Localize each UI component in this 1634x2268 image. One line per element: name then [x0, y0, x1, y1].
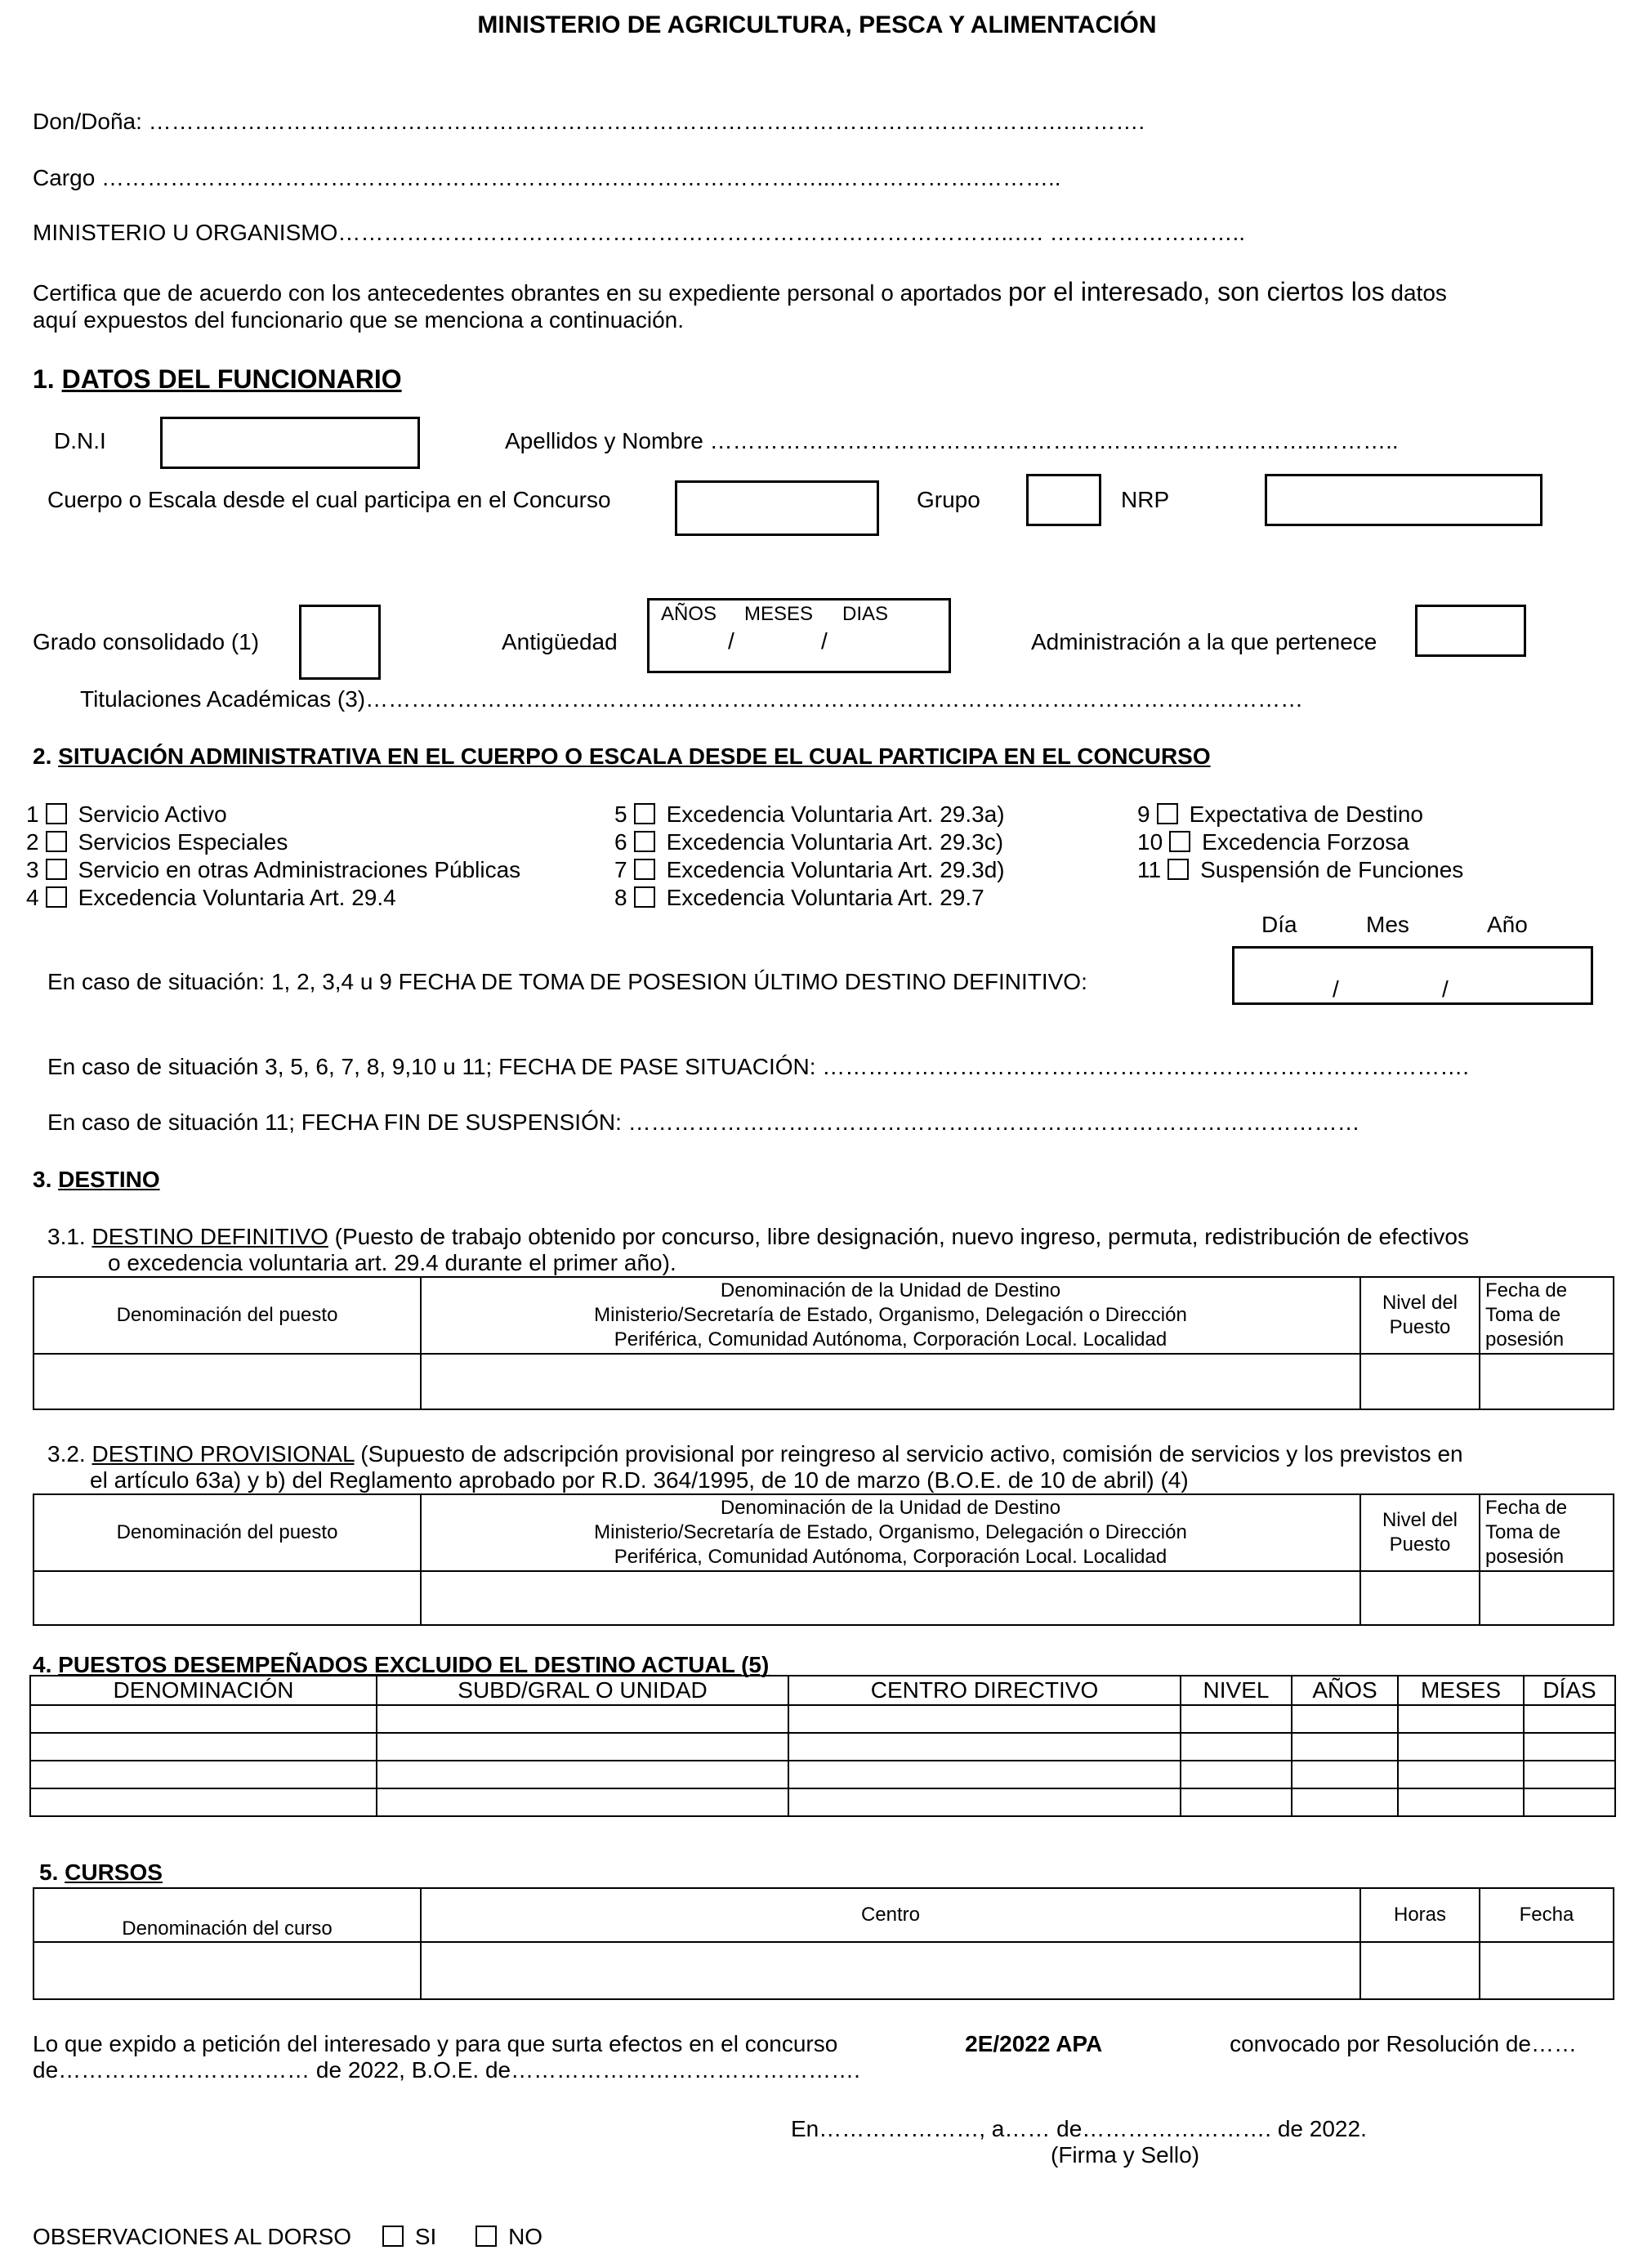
date-slash-1: / [1333, 976, 1339, 1002]
cell[interactable] [30, 1761, 377, 1788]
header-nivel: NIVEL [1181, 1676, 1292, 1705]
antiguedad-field[interactable] [647, 598, 951, 673]
destino-provisional-line2: el artículo 63a) y b) del Reglamento aprobado por R.D. 364/1995, de 10 de marzo (B.O.E. de 10 de abril) (4) [90, 1467, 1189, 1493]
section-5-number: 5. [39, 1859, 59, 1885]
checkbox[interactable] [1167, 859, 1189, 880]
cell[interactable] [33, 1942, 421, 1999]
grupo-field[interactable] [1026, 474, 1101, 526]
cell[interactable] [421, 1942, 1360, 1999]
destino-definitivo-table [33, 1276, 1614, 1410]
cell[interactable] [377, 1733, 788, 1761]
dia-label: Día [1261, 912, 1297, 937]
section-3-number: 3. [33, 1167, 52, 1192]
cell[interactable] [1480, 1942, 1614, 1999]
situacion-item-2[interactable]: 2 Servicios Especiales [26, 829, 288, 855]
header-dias: DÍAS [1524, 1676, 1615, 1705]
destino-provisional-line1 [47, 1441, 1463, 1467]
section-4-number: 4. [33, 1652, 52, 1677]
cargo-label: Cargo [33, 165, 96, 190]
don-line[interactable] [33, 109, 1145, 135]
cell[interactable] [1524, 1705, 1615, 1733]
situacion-item-9[interactable]: 9 Expectativa de Destino [1137, 801, 1423, 827]
cell[interactable] [1398, 1788, 1524, 1816]
header-unidad: Denominación de la Unidad de Destino Ministerio/Secretaría de Estado, Organismo, Delegación o Dirección Periférica, Comunidad Autónoma, Corporación Local. Localidad [421, 1494, 1360, 1571]
header-nivel: Nivel del Puesto [1360, 1277, 1480, 1354]
header-unidad: Denominación de la Unidad de Destino Ministerio/Secretaría de Estado, Organismo, Delegación o Dirección Periférica, Comunidad Autónoma, Corporación Local. Localidad [421, 1277, 1360, 1354]
header-fecha: Fecha de Toma de posesión [1480, 1277, 1614, 1354]
expido-text-b: convocado por Resolución de…… [1230, 2031, 1577, 2056]
header-centro-directivo: CENTRO DIRECTIVO [788, 1676, 1181, 1705]
titulaciones-dots: …………………………………………………………………………………………………………… [365, 686, 1304, 712]
apellidos-dots: ……………………………………………………………………..……….. [709, 428, 1399, 453]
cell[interactable] [377, 1761, 788, 1788]
mes-label: Mes [1366, 912, 1409, 937]
don-dots: ………………………………………………………………………………………………………….………. [148, 109, 1145, 134]
cell[interactable] [788, 1705, 1181, 1733]
nrp-label: NRP [1121, 487, 1170, 512]
table-row[interactable] [30, 1761, 1615, 1788]
destino-definitivo-number: 3.1. [47, 1224, 86, 1249]
cell[interactable] [1398, 1733, 1524, 1761]
cell[interactable] [1360, 1354, 1480, 1409]
cell[interactable] [788, 1733, 1181, 1761]
section-2-number: 2. [33, 743, 52, 769]
cargo-dots: ………………………………………………………….………………………...……………….……….. [101, 165, 1061, 190]
situacion-column-1 [26, 801, 520, 912]
destino-provisional-number: 3.2. [47, 1441, 86, 1467]
toma-posesion-date-field[interactable] [1232, 946, 1593, 1005]
si-label: SI [414, 2224, 437, 2249]
page-title: MINISTERIO DE AGRICULTURA, PESCA Y ALIMENTACIÓN [477, 11, 1157, 38]
situacion-item-3[interactable]: 3 Servicio en otras Administraciones Públicas [26, 857, 521, 882]
observaciones-label: OBSERVACIONES AL DORSO [33, 2224, 352, 2249]
destino-provisional-table [33, 1493, 1614, 1626]
section-4-title: PUESTOS DESEMPEÑADOS EXCLUIDO EL DESTINO ACTUAL (5) [58, 1652, 770, 1677]
grupo-label: Grupo [917, 487, 980, 512]
titulaciones-line[interactable] [80, 686, 1303, 712]
firma-sello-label: (Firma y Sello) [1051, 2142, 1200, 2168]
cuerpo-field[interactable] [675, 480, 879, 536]
header-subd-gral: SUBD/GRAL O UNIDAD [377, 1676, 788, 1705]
situacion-item-10[interactable]: 10 Excedencia Forzosa [1137, 829, 1409, 855]
checkbox[interactable] [1157, 803, 1178, 824]
concurso-code: 2E/2022 APA [965, 2031, 1103, 2056]
destino-definitivo-desc: (Puesto de trabajo obtenido por concurso, libre designación, nuevo ingreso, permuta, redistribución de efectivos [334, 1224, 1470, 1249]
cell[interactable] [1292, 1788, 1398, 1816]
situacion-item-7[interactable]: 7 Excedencia Voluntaria Art. 29.3d) [614, 857, 1005, 882]
situacion-column-3 [1137, 801, 1463, 884]
pase-situacion-dots: …………………………………………………………………………. [822, 1054, 1470, 1079]
situacion-item-5[interactable]: 5 Excedencia Voluntaria Art. 29.3a) [614, 801, 1005, 827]
destino-provisional-desc: (Supuesto de adscripción provisional por reingreso al servicio activo, comisión de servicios y los previstos en [360, 1441, 1463, 1467]
checkbox[interactable] [46, 831, 67, 852]
cell[interactable] [1524, 1733, 1615, 1761]
section-1-heading [33, 364, 402, 395]
header-meses: MESES [1398, 1676, 1524, 1705]
situacion-item-11[interactable]: 11 Suspensión de Funciones [1137, 857, 1464, 882]
header-fecha: Fecha de Toma de posesión [1480, 1494, 1614, 1571]
table-row[interactable] [33, 1942, 1614, 1999]
apellidos-label: Apellidos y Nombre [505, 428, 703, 453]
header-anos: AÑOS [1292, 1676, 1398, 1705]
lugar-fecha-line[interactable]: En…………………, a…… de……………………. de 2022. [791, 2116, 1367, 2141]
situacion-item-6[interactable]: 6 Excedencia Voluntaria Art. 29.3c) [614, 829, 1004, 855]
cell[interactable] [1181, 1733, 1292, 1761]
nrp-field[interactable] [1265, 474, 1542, 526]
antiguedad-slash-2: / [821, 628, 828, 654]
section-3-title: DESTINO [58, 1167, 160, 1192]
cell[interactable] [1181, 1761, 1292, 1788]
checkbox[interactable] [634, 831, 655, 852]
administracion-label: Administración a la que pertenece [1031, 629, 1377, 654]
table-row[interactable] [30, 1705, 1615, 1733]
date-slash-2: / [1442, 976, 1449, 1002]
antiguedad-meses: MESES [744, 603, 814, 625]
destino-provisional-title: DESTINO PROVISIONAL [92, 1441, 355, 1467]
table-row[interactable] [33, 1571, 1614, 1625]
cell[interactable] [1524, 1761, 1615, 1788]
cell[interactable] [33, 1571, 421, 1625]
destino-definitivo-line1 [47, 1224, 1469, 1250]
table-header-row [33, 1277, 1614, 1354]
header-denominacion: DENOMINACIÓN [30, 1676, 377, 1705]
administracion-field[interactable] [1415, 605, 1526, 657]
expido-line1 [33, 2031, 1577, 2057]
table-header-row [33, 1888, 1614, 1942]
dni-field[interactable] [160, 417, 420, 469]
header-puesto: Denominación del puesto [33, 1277, 421, 1354]
section-5-title: CURSOS [65, 1859, 163, 1885]
ministerio-line[interactable] [33, 220, 1245, 246]
cell[interactable] [788, 1761, 1181, 1788]
ministerio-dots: ……………………………………………………………………………..…. …………………….. [337, 220, 1246, 245]
section-5-heading [39, 1859, 163, 1886]
no-label: NO [508, 2224, 543, 2249]
cell[interactable] [1292, 1733, 1398, 1761]
pase-situacion-line[interactable] [47, 1054, 1469, 1080]
don-label: Don/Doña: [33, 109, 142, 134]
situacion-item-1[interactable]: 1 Servicio Activo [26, 801, 227, 827]
toma-posesion-label: En caso de situación: 1, 2, 3,4 u 9 FECHA DE TOMA DE POSESION ÚLTIMO DESTINO DEFINITIVO: [47, 969, 1087, 994]
checkbox[interactable] [634, 803, 655, 824]
no-checkbox[interactable] [475, 2226, 497, 2247]
checkbox[interactable] [1169, 831, 1190, 852]
cell[interactable] [1524, 1788, 1615, 1816]
certifica-text-line1 [33, 277, 1447, 307]
cell[interactable] [1398, 1761, 1524, 1788]
checkbox[interactable] [46, 859, 67, 880]
section-1-title: DATOS DEL FUNCIONARIO [61, 364, 402, 394]
observaciones-line [33, 2224, 542, 2250]
destino-definitivo-title: DESTINO DEFINITIVO [92, 1224, 328, 1249]
certifica-b: por el interesado, son ciertos los [1007, 277, 1385, 306]
certifica-a: Certifica que de acuerdo con los antecedentes obrantes en su expediente personal o aportados [33, 280, 1002, 306]
cell[interactable] [1360, 1942, 1480, 1999]
situacion-item-4[interactable]: 4 Excedencia Voluntaria Art. 29.4 [26, 885, 396, 910]
header-nivel: Nivel del Puesto [1360, 1494, 1480, 1571]
pase-situacion-label: En caso de situación 3, 5, 6, 7, 8, 9,10 u 11; FECHA DE PASE SITUACIÓN: [47, 1054, 816, 1079]
cell[interactable] [1181, 1788, 1292, 1816]
expido-line2[interactable]: de…………………………… de 2022, B.O.E. de………………………………………. [33, 2057, 860, 2083]
cell[interactable] [1480, 1354, 1614, 1409]
expido-text-a: Lo que expido a petición del interesado y para que surta efectos en el concurso [33, 2031, 838, 2056]
header-fecha: Fecha [1480, 1888, 1614, 1942]
antiguedad-slash-1: / [728, 628, 734, 654]
cell[interactable] [377, 1788, 788, 1816]
antiguedad-label: Antigüedad [502, 629, 618, 654]
situacion-item-8[interactable]: 8 Excedencia Voluntaria Art. 29.7 [614, 885, 984, 910]
ano-label: Año [1487, 912, 1528, 937]
ministerio-label: MINISTERIO U ORGANISMO [33, 220, 338, 245]
fin-suspension-line[interactable] [47, 1109, 1360, 1136]
checkbox[interactable] [634, 859, 655, 880]
section-3-heading [33, 1167, 160, 1193]
table-row[interactable] [30, 1733, 1615, 1761]
table-header-row [33, 1494, 1614, 1571]
cell[interactable] [1360, 1571, 1480, 1625]
cell[interactable] [1292, 1761, 1398, 1788]
cuerpo-label: Cuerpo o Escala desde el cual participa en el Concurso [47, 487, 611, 512]
header-centro: Centro [421, 1888, 1360, 1942]
situacion-column-2 [614, 801, 1005, 912]
table-header-row [30, 1676, 1615, 1705]
certifica-c: datos [1391, 280, 1447, 306]
section-2-heading [33, 743, 1211, 770]
cell[interactable] [1398, 1705, 1524, 1733]
cell[interactable] [30, 1733, 377, 1761]
cursos-table [33, 1887, 1614, 2000]
titulaciones-label: Titulaciones Académicas (3) [80, 686, 366, 712]
puestos-desempenados-table [29, 1675, 1616, 1817]
cell[interactable] [30, 1705, 377, 1733]
cell[interactable] [1480, 1571, 1614, 1625]
grado-field[interactable] [299, 605, 381, 680]
antiguedad-dias: DIAS [842, 603, 889, 625]
checkbox[interactable] [46, 886, 67, 908]
cell[interactable] [30, 1788, 377, 1816]
antiguedad-anos: AÑOS [661, 603, 717, 625]
checkbox[interactable] [634, 886, 655, 908]
fin-suspension-label: En caso de situación 11; FECHA FIN DE SUSPENSIÓN: [47, 1109, 622, 1135]
si-checkbox[interactable] [382, 2226, 404, 2247]
cell[interactable] [421, 1571, 1360, 1625]
certifica-text-line2: aquí expuestos del funcionario que se menciona a continuación. [33, 307, 684, 333]
cell[interactable] [1292, 1705, 1398, 1733]
destino-definitivo-line2: o excedencia voluntaria art. 29.4 durante el primer año). [108, 1250, 676, 1275]
cell[interactable] [33, 1354, 421, 1409]
section-2-title: SITUACIÓN ADMINISTRATIVA EN EL CUERPO O ESCALA DESDE EL CUAL PARTICIPA EN EL CONCURSO [58, 743, 1211, 769]
cell[interactable] [421, 1354, 1360, 1409]
dni-label: D.N.I [54, 428, 106, 453]
header-denominacion-curso: Denominación del curso [33, 1888, 421, 1942]
cargo-line[interactable] [33, 165, 1061, 191]
checkbox[interactable] [46, 803, 67, 824]
table-row[interactable] [33, 1354, 1614, 1409]
grado-label: Grado consolidado (1) [33, 629, 260, 654]
apellidos-line[interactable] [505, 428, 1399, 454]
header-puesto: Denominación del puesto [33, 1494, 421, 1571]
cell[interactable] [377, 1705, 788, 1733]
header-horas: Horas [1360, 1888, 1480, 1942]
table-row[interactable] [30, 1788, 1615, 1816]
fin-suspension-dots: …………………………………………………………………………………… [627, 1109, 1360, 1135]
cell[interactable] [1181, 1705, 1292, 1733]
section-1-number: 1. [33, 364, 55, 394]
cell[interactable] [788, 1788, 1181, 1816]
